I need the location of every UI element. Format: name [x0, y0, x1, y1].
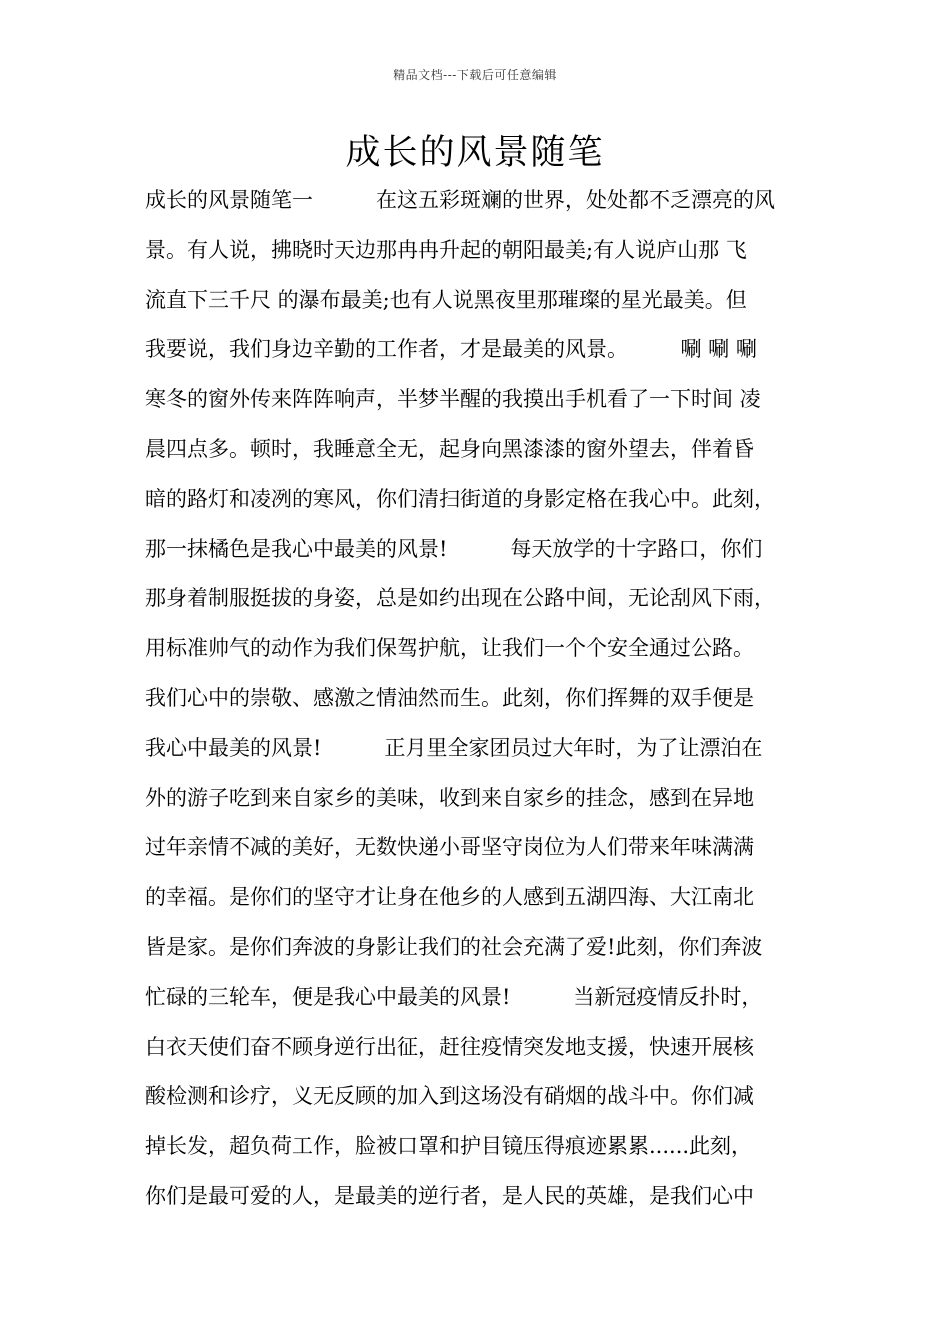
body-text-line: 流直下三千尺 的瀑布最美;也有人说黑夜里那璀璨的星光最美。但 — [145, 287, 747, 312]
body-text-line: 那身着制服挺拔的身姿，总是如约出现在公路中间，无论刮风下雨， — [145, 586, 775, 611]
body-text-line: 暗的路灯和凌冽的寒风，你们清扫街道的身影定格在我心中。此刻， — [145, 486, 775, 511]
body-text-line: 忙碌的三轮车，便是我心中最美的风景! 当新冠疫情反扑时， — [145, 984, 763, 1009]
body-text-line: 外的游子吃到来自家乡的美味，收到来自家乡的挂念，感到在异地 — [145, 785, 754, 810]
body-text-line: 过年亲情不减的美好，无数快递小哥坚守岗位为人们带来年味满满 — [145, 835, 754, 860]
document-body — [145, 180, 825, 1226]
body-text-line: 我心中最美的风景! 正月里全家团员过大年时，为了让漂泊在 — [145, 735, 763, 760]
body-text-line: 皆是家。是你们奔波的身影让我们的社会充满了爱!此刻，你们奔波 — [145, 934, 763, 959]
body-text-line: 掉长发，超负荷工作，脸被口罩和护目镜压得痕迹累累......此刻， — [145, 1134, 753, 1159]
body-text-line: 我要说，我们身边辛勤的工作者，才是最美的风景。 唰 唰 唰 — [145, 337, 757, 362]
body-text-line: 景。有人说，拂晓时天边那冉冉升起的朝阳最美;有人说庐山那 飞 — [145, 237, 747, 262]
body-text-line: 用标准帅气的动作为我们保驾护航，让我们一个个安全通过公路。 — [145, 636, 754, 661]
body-text-line: 你们是最可爱的人，是最美的逆行者，是人民的英雄，是我们心中 — [145, 1183, 754, 1208]
body-text-line: 的幸福。是你们的坚守才让身在他乡的人感到五湖四海、大江南北 — [145, 885, 754, 910]
body-text-line: 寒冬的窗外传来阵阵响声，半梦半醒的我摸出手机看了一下时间 凌 — [145, 387, 761, 412]
body-text-line: 白衣天使们奋不顾身逆行出征，赶往疫情突发地支援，快速开展核 — [145, 1034, 754, 1059]
body-text-line: 晨四点多。顿时，我睡意全无，起身向黑漆漆的窗外望去，伴着昏 — [145, 436, 754, 461]
document-title: 成长的风景随笔 — [345, 133, 605, 173]
page-header-watermark: 精品文档---下载后可任意编辑 — [393, 68, 557, 82]
body-text-line: 酸检测和诊疗，义无反顾的加入到这场没有硝烟的战斗中。你们减 — [145, 1084, 754, 1109]
body-text-line: 我们心中的崇敬、感激之情油然而生。此刻，你们挥舞的双手便是 — [145, 685, 754, 710]
body-text-line: 成长的风景随笔一 在这五彩斑斓的世界，处处都不乏漂亮的风 — [145, 188, 775, 212]
body-text-line: 那一抹橘色是我心中最美的风景! 每天放学的十字路口，你们 — [145, 536, 763, 561]
